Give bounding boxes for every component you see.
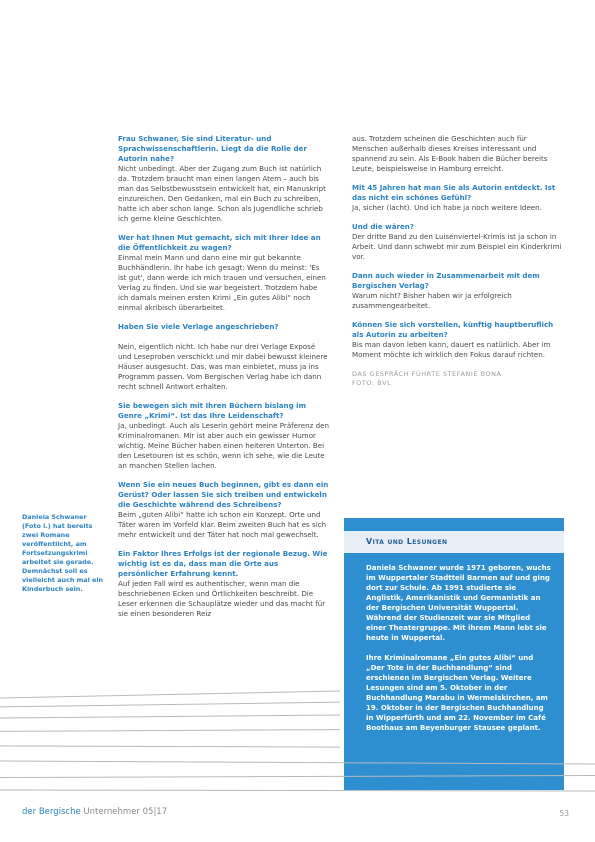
- qa-block: [118, 233, 330, 313]
- paper-edge-line: [0, 690, 340, 698]
- vita-title: Vita und Lesungen: [344, 531, 564, 553]
- question: Wenn Sie ein neues Buch beginnen, gibt es dann ein Gerüst? Oder lassen Sie sich treiben und entwickeln die Geschichte während des Schreibens?: [118, 480, 329, 509]
- footer-magazine-title: [22, 807, 167, 817]
- qa-block: [118, 322, 330, 392]
- answer: Einmal mein Mann und dann eine mir gut bekannte Buchhändlerin. Ihr habe ich gesagt: Wenn du meinst: 'Es ist gut', dann werde ich mich trauen und versuchen, einen Verlag zu finden. Und sie war begeistert. Trotzdem habe ich damals meinen ersten Krimi „Ein gutes Alibi“ noch einmal akribisch überarbeitet.: [118, 253, 326, 312]
- interview-column-middle: [118, 134, 330, 626]
- interview-column-right: [352, 134, 562, 388]
- answer: Warum nicht? Bisher haben wir ja erfolgreich zusammengearbeitet.: [352, 291, 512, 310]
- footer-issue: Unternehmer 05|17: [83, 807, 168, 817]
- answer-continued: aus. Trotzdem scheinen die Geschichten auch für Menschen außerhalb dieses Kreises interessant und spannend zu sein. Als E-Book haben die Bücher bereits Leute, beispielsweise in Hamburg erreicht.: [352, 134, 548, 173]
- paper-edge-line: [0, 789, 595, 791]
- answer: Ja, sicher (lacht). Und ich habe ja noch weitere Ideen.: [352, 203, 542, 212]
- page-number: 53: [559, 809, 569, 818]
- paper-stack-decoration: [0, 690, 595, 800]
- question: Dann auch wieder in Zusammenarbeit mit dem Bergischen Verlag?: [352, 271, 540, 290]
- paper-edge-line: [0, 729, 340, 732]
- question: Können Sie sich vorstellen, künftig hauptberuflich als Autorin zu arbeiten?: [352, 320, 554, 339]
- qa-block: [352, 222, 562, 262]
- qa-block: [118, 549, 330, 619]
- qa-block: [352, 320, 562, 360]
- vita-readings: Ihre Kriminalromane „Ein gutes Alibi“ und „Der Tote in der Buchhandlung“ sind erschienen im Bergischen Verlag. Weitere Lesungen sind am 5. Oktober in der Buchhandlung Marabu in Wermelskirchen, am 19. Oktober in der Bergischen Buchhandlung in Wipperfürth und am 22. November im Café Boothaus am Beyenburger Stausee geplant.: [366, 654, 548, 732]
- interview-credit: DAS GESPRÄCH FÜHRTE STEFANIE BONA: [352, 370, 502, 378]
- question: Und die wären?: [352, 222, 414, 231]
- paper-edge-line: [0, 775, 595, 778]
- question: Wer hat Ihnen Mut gemacht, sich mit Ihrer Idee an die Öffentlichkeit zu wagen?: [118, 233, 321, 252]
- qa-block: [118, 134, 330, 224]
- footer-brand: der Bergische: [22, 807, 81, 817]
- question: Sie bewegen sich mit Ihren Büchern bislang im Genre „Krimi“. Ist das Ihre Leidenschaft?: [118, 401, 306, 420]
- photo-caption: Daniela Schwaner (Foto l.) hat bereits zwei Romane veröffentlicht, am Fortsetzungskrimi arbeitet sie gerade. Demnächst soll es vielleicht auch mal ein Kinderbuch sein.: [22, 513, 104, 593]
- question: Frau Schwaner, Sie sind Literatur- und Sprachwissenschaftlerin. Liegt da die Rolle der Autorin nahe?: [118, 134, 307, 163]
- answer: Der dritte Band zu den Luisenviertel-Krimis ist ja schon in Arbeit. Und dann schwebt mir zum Beispiel ein Kinderkrimi vor.: [352, 232, 562, 261]
- paper-edge-line: [0, 745, 340, 747]
- question: Haben Sie viele Verlage angeschrieben?: [118, 322, 279, 331]
- answer: Nicht unbedingt. Aber der Zugang zum Buch ist natürlich da. Trotzdem braucht man einen langen Atem – auch bis man das Selbstbewusstsein entwickelt hat, ein Manuskript einzureichen. Den Gedanken, mal ein Buch zu schreiben, hatte ich aber schon lange. Schon als Jugendliche schrieb ich gerne kleine Geschichten.: [118, 164, 326, 223]
- paper-edge-line: [0, 702, 340, 708]
- answer: Auf jeden Fall wird es authentischer, wenn man die beschriebenen Ecken und Örtlichkeiten beschreibt. Die Leser erkennen die Schauplätze wieder und das macht für sie einen besonderen Reiz: [118, 579, 326, 618]
- qa-block: [118, 401, 330, 471]
- question: Ein Faktor Ihres Erfolgs ist der regionale Bezug. Wie wichtig ist es da, dass man die Orte aus persönlicher Erfahrung kennt.: [118, 549, 328, 578]
- answer: Nein, eigentlich nicht. Ich habe nur drei Verlage Exposé und Leseproben verschickt und mir dabei bewusst kleinere Häuser ausgesucht. Das, was man einbietet, muss ja ins Programm passen. Vom Bergischen Verlag habe ich dann recht schnell Antwort erhalten.: [118, 342, 328, 391]
- vita-biography: Daniela Schwaner wurde 1971 geboren, wuchs im Wuppertaler Stadtteil Barmen auf und ging dort zur Schule. Ab 1991 studierte sie Anglistik, Amerikanistik und Germanistik an der Bergischen Universität Wuppertal. Während der Studienzeit war sie Mitglied einer Theatergruppe. Mit ihrem Mann lebt sie heute in Wuppertal.: [366, 564, 551, 642]
- qa-block: [352, 183, 562, 213]
- paper-edge-line: [0, 760, 595, 764]
- answer: Ja, unbedingt. Auch als Leserin gehört meine Präferenz den Kriminalromanen. Mir ist aber auch ein gewisser Humor wichtig. Meine Bücher haben einen heiteren Unterton. Bei den Lesetouren ist es schön, wenn ich sehe, wie die Leute an manchen Stellen lachen.: [118, 421, 329, 470]
- paper-edge-line: [0, 715, 340, 719]
- answer: Beim „guten Alibi“ hatte ich schon ein Konzept. Orte und Täter waren im Vorfeld klar. Beim zweiten Buch hat es sich mehr entwickelt und der Täter hat noch mal gewechselt.: [118, 510, 327, 539]
- qa-block: [118, 480, 330, 540]
- qa-block: [352, 271, 562, 311]
- question: Mit 45 Jahren hat man Sie als Autorin entdeckt. Ist das nicht ein schönes Gefühl?: [352, 183, 556, 202]
- photo-credit: FOTO: BVL: [352, 379, 392, 387]
- answer: Bis man davon leben kann, dauert es natürlich. Aber im Moment möchte ich wirklich den Fokus darauf richten.: [352, 340, 551, 359]
